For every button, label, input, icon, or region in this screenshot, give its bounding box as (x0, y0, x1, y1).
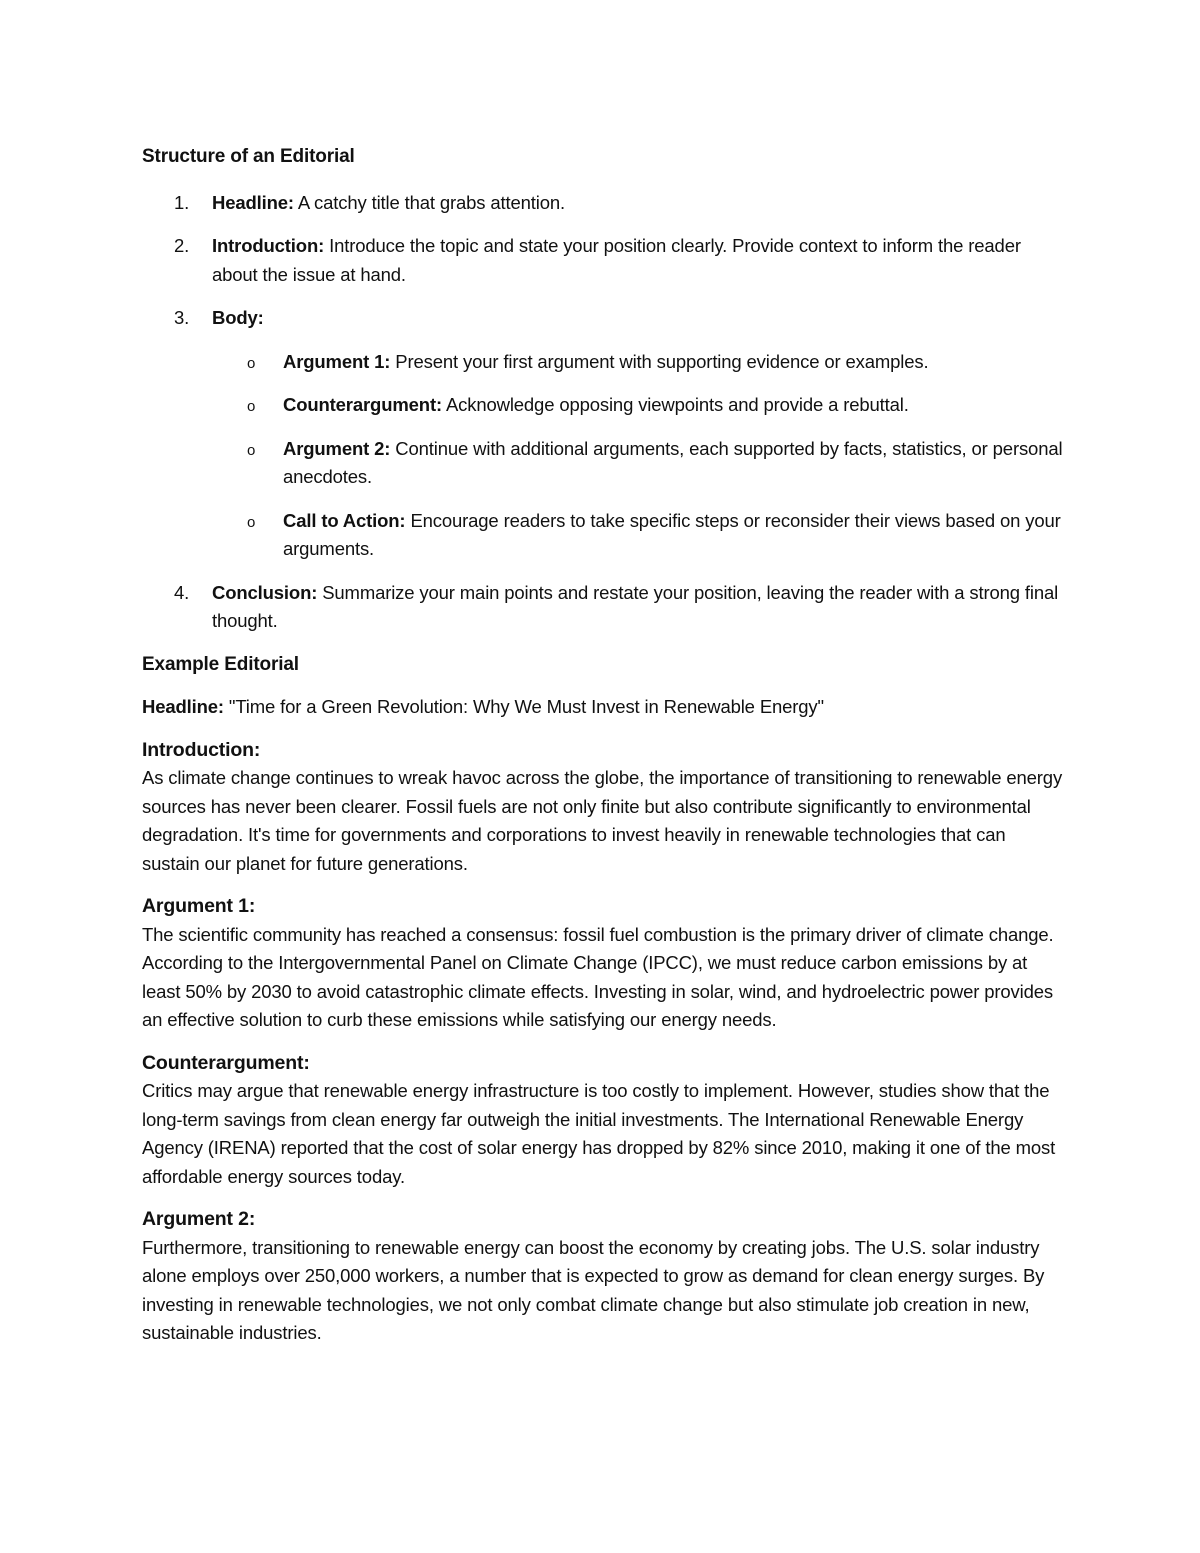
sub-item-text: Encourage readers to take specific steps or reconsider their views based on your arguments. (283, 509, 1061, 559)
sub-item-label: Call to Action: (283, 509, 406, 531)
structure-item-introduction (142, 232, 1067, 289)
sub-item-argument-1 (212, 348, 1067, 377)
item-label: Introduction: (212, 235, 325, 256)
section-paragraph: As climate change continues to wreak havoc across the globe, the importance of transitioning to renewable energy sources has never been clearer. Fossil fuels are not only finite but also contribute significantly to environmental degradation. It's time for governments and corporations to invest heavily in renewable technologies that can sustain our planet for future generations. (142, 767, 1063, 874)
item-label: Conclusion: (212, 581, 318, 603)
item-text: Introduce the topic and state your position clearly. Provide context to inform the reader about the issue at hand. (212, 235, 1021, 285)
list-number: 4. (174, 581, 190, 603)
example-title: Example Editorial (142, 653, 299, 675)
headline-label: Headline: (142, 696, 224, 717)
section-heading: Argument 2: (142, 1208, 256, 1230)
structure-title: Structure of an Editorial (142, 146, 355, 167)
list-number: 2. (174, 235, 190, 256)
sub-item-label: Argument 1: (283, 350, 391, 372)
bullet-icon: o (247, 354, 256, 372)
example-section-argument-2 (142, 1205, 1067, 1348)
bullet-icon: o (247, 441, 256, 459)
section-paragraph: Critics may argue that renewable energy infrastructure is too costly to implement. However, studies show that the long-term savings from clean energy far outweigh the initial investments. The International Renewable Energy Agency (IRENA) reported that the cost of solar energy has dropped by 82% since 2010, making it one of the most affordable energy sources today. (142, 1080, 1056, 1187)
headline-text: "Time for a Green Revolution: Why We Must Invest in Renewable Energy" (223, 696, 824, 717)
list-number: 3. (174, 307, 190, 328)
sub-item-label: Argument 2: (283, 437, 391, 459)
body-sublist (212, 348, 1067, 564)
section-heading: Introduction: (142, 738, 261, 761)
item-text: A catchy title that grabs attention. (293, 191, 566, 213)
example-section-introduction (142, 736, 1067, 879)
structure-list (142, 189, 1067, 636)
structure-item-body (142, 304, 1067, 564)
structure-item-headline (142, 189, 1067, 218)
example-headline (142, 693, 1067, 722)
bullet-icon: o (247, 398, 256, 415)
sub-item-argument-2 (212, 435, 1067, 492)
structure-item-conclusion (142, 579, 1067, 636)
item-label: Body: (212, 307, 264, 328)
section-heading: Argument 1: (142, 895, 256, 917)
example-section-argument-1 (142, 892, 1067, 1035)
sub-item-label: Counterargument: (283, 394, 442, 415)
item-text: Summarize your main points and restate your position, leaving the reader with a strong final thought. (212, 581, 1059, 631)
example-section-counterargument (142, 1049, 1067, 1192)
document-content (142, 143, 1067, 1362)
sub-item-text: Continue with additional arguments, each supported by facts, statistics, or personal anecdotes. (283, 437, 1063, 487)
section-heading: Counterargument: (142, 1051, 310, 1074)
sub-item-call-to-action (212, 507, 1067, 564)
section-paragraph: The scientific community has reached a consensus: fossil fuel combustion is the primary driver of climate change. According to the Intergovernmental Panel on Climate Change (IPCC), we must reduce carbon emissions by at least 50% by 2030 to avoid catastrophic climate effects. Investing in solar, wind, and hydroelectric power provides an effective solution to curb these emissions while satisfying our energy needs. (142, 923, 1054, 1030)
item-label: Headline: (212, 191, 294, 213)
section-paragraph: Furthermore, transitioning to renewable energy can boost the economy by creating jobs. The U.S. solar industry alone employs over 250,000 workers, a number that is expected to grow as demand for clean energy surges. By investing in renewable technologies, we not only combat climate change but also stimulate job creation in new, sustainable industries. (142, 1236, 1045, 1343)
list-number: 1. (174, 191, 190, 213)
bullet-icon: o (247, 513, 256, 531)
sub-item-text: Present your first argument with supporting evidence or examples. (390, 350, 929, 372)
sub-item-counterargument (212, 391, 1067, 420)
sub-item-text: Acknowledge opposing viewpoints and provide a rebuttal. (441, 394, 909, 415)
